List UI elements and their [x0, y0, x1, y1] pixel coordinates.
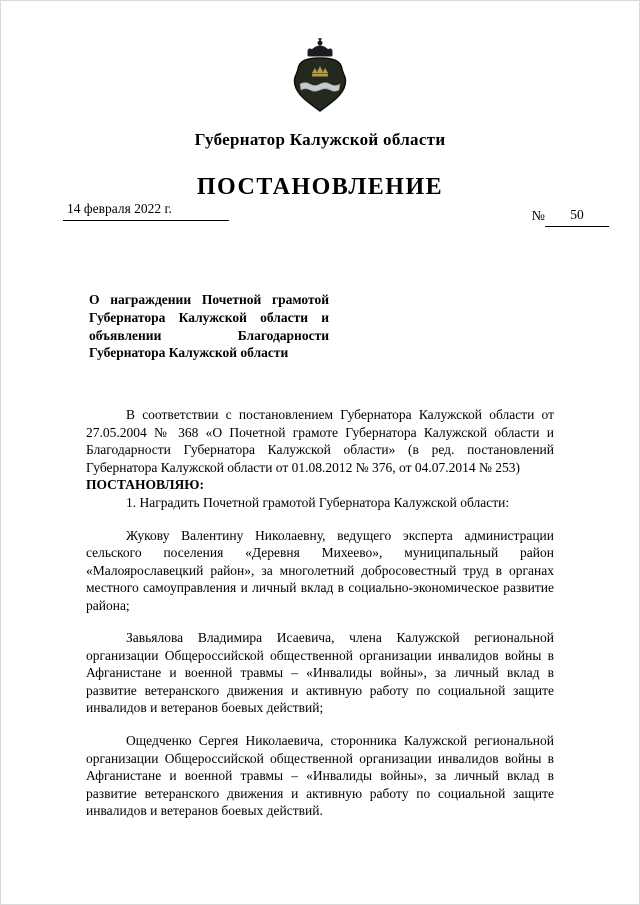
intro-paragraph: В соответствии с постановлением Губернатора Калужской области от 27.05.2004 № 368 «О Почетной грамоте Губернатора Калужской области и Благодарности Губернатора Калужской области» (в ред. постановлений Губернатора Калужской области от 01.08.2012 № 376, от 04.07.2014 № 253): [86, 407, 554, 475]
item-paragraph: 1. Наградить Почетной грамотой Губернатора Калужской области:: [126, 494, 510, 510]
doc-type-title: ПОСТАНОВЛЕНИЕ: [196, 174, 444, 200]
recipient-paragraph: Ощедченко Сергея Николаевича, сторонника Калужской региональной организации Общероссийской общественной организации инвалидов войны в Афганистане и военной травмы – «Инвалиды войны», за личный вклад в развитие ветеранского движения и активную работу по социальной защите инвалидов и ветеранов боевых действий.: [86, 733, 554, 819]
recipient-paragraph: Завьялова Владимира Исаевича, члена Калужской региональной организации Общероссийской общественной организации инвалидов войны в Афганистане и военной травмы – «Инвалиды войны», за личный вклад в развитие ветеранского движения и активную работу по социальной защите инвалидов и ветеранов боевых действий;: [86, 630, 554, 716]
meta-row: [1, 201, 639, 224]
document-body: [86, 406, 554, 819]
emblem-container: [1, 1, 639, 118]
org-name: Губернатор Калужской области: [194, 130, 446, 149]
date-field: 14 февраля 2022 г.: [63, 201, 229, 221]
number-field: [532, 207, 609, 227]
number-value: 50: [545, 207, 609, 227]
recipient-paragraph: Жукову Валентину Николаевну, ведущего эксперта администрации сельского поселения «Деревня Михеево», муниципальный район «Малоярославецкий район», за многолетний добросовестный труд в органах местного самоуправления и личный вклад в социально-экономическое развитие района;: [86, 527, 554, 613]
number-label: №: [531, 209, 545, 224]
resolve-word: ПОСТАНОВЛЯЮ:: [86, 477, 204, 493]
subject-heading: О награждении Почетной грамотой Губернатора Калужской области и объявлении Благодарности Губернатора Калужской области: [89, 292, 329, 361]
kaluga-coat-of-arms-icon: [286, 37, 354, 113]
